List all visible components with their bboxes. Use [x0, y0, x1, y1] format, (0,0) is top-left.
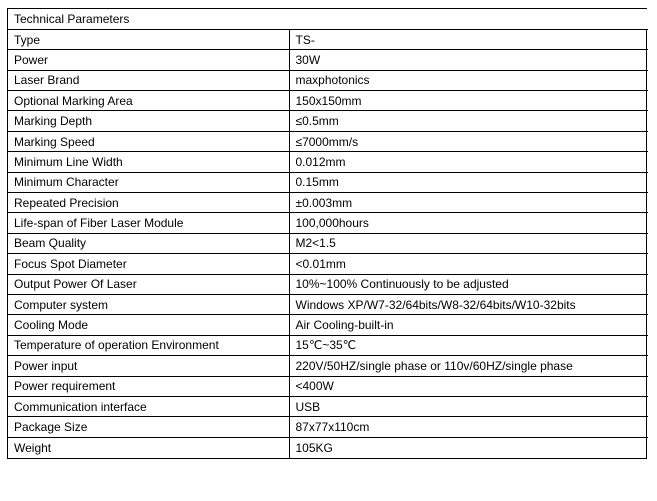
- parameter-label: Temperature of operation Environment: [8, 335, 289, 355]
- table-row: [8, 50, 648, 70]
- parameter-value: 0.15mm: [289, 172, 648, 192]
- parameter-label: Cooling Mode: [8, 315, 289, 335]
- table-row: [8, 111, 648, 131]
- table-row: [8, 172, 648, 192]
- table-row: [8, 417, 648, 437]
- parameter-value: maxphotonics: [289, 70, 648, 90]
- parameter-label: Focus Spot Diameter: [8, 254, 289, 274]
- parameter-label: Package Size: [8, 417, 289, 437]
- parameter-label: Communication interface: [8, 396, 289, 416]
- parameter-value: <0.01mm: [289, 254, 648, 274]
- table-row: [8, 29, 648, 49]
- parameter-label: Power input: [8, 356, 289, 376]
- parameter-value: 10%~100% Continuously to be adjusted: [289, 274, 648, 294]
- table-row: [8, 193, 648, 213]
- table-row: [8, 437, 648, 457]
- parameter-label: Optional Marking Area: [8, 91, 289, 111]
- technical-parameters-table: [7, 8, 647, 459]
- parameter-value: 105KG: [289, 437, 648, 457]
- parameter-label: Weight: [8, 437, 289, 457]
- table-row: [8, 274, 648, 294]
- parameter-label: Life-span of Fiber Laser Module: [8, 213, 289, 233]
- parameter-value: 150x150mm: [289, 91, 648, 111]
- table-row: [8, 315, 648, 335]
- table-title: Technical Parameters: [8, 9, 648, 29]
- table-row: [8, 396, 648, 416]
- table-row: [8, 70, 648, 90]
- parameter-value: 87x77x110cm: [289, 417, 648, 437]
- parameter-label: Power: [8, 50, 289, 70]
- parameter-value: ±0.003mm: [289, 193, 648, 213]
- table-row: [8, 254, 648, 274]
- table-row: [8, 152, 648, 172]
- parameter-label: Output Power Of Laser: [8, 274, 289, 294]
- parameter-label: Marking Speed: [8, 131, 289, 151]
- parameter-label: Computer system: [8, 294, 289, 314]
- table-row: [8, 376, 648, 396]
- table-row: [8, 294, 648, 314]
- table-row: [8, 233, 648, 253]
- parameter-label: Type: [8, 29, 289, 49]
- parameter-label: Marking Depth: [8, 111, 289, 131]
- parameter-value: 15℃~35℃: [289, 335, 648, 355]
- parameter-label: Minimum Character: [8, 172, 289, 192]
- parameter-label: Repeated Precision: [8, 193, 289, 213]
- table-title-row: [8, 9, 648, 29]
- parameter-value: ≤7000mm/s: [289, 131, 648, 151]
- table-row: [8, 335, 648, 355]
- parameter-label: Laser Brand: [8, 70, 289, 90]
- table-row: [8, 213, 648, 233]
- parameter-value: TS-: [289, 29, 648, 49]
- parameter-label: Power requirement: [8, 376, 289, 396]
- parameter-value: M2<1.5: [289, 233, 648, 253]
- table-row: [8, 91, 648, 111]
- parameter-value: 0.012mm: [289, 152, 648, 172]
- parameter-value: Windows XP/W7-32/64bits/W8-32/64bits/W10-32bits: [289, 294, 648, 314]
- table-row: [8, 356, 648, 376]
- parameter-label: Minimum Line Width: [8, 152, 289, 172]
- parameter-value: 30W: [289, 50, 648, 70]
- parameter-value: 220V/50HZ/single phase or 110v/60HZ/single phase: [289, 356, 648, 376]
- parameter-value: <400W: [289, 376, 648, 396]
- parameters-grid: [8, 9, 648, 458]
- parameter-value: ≤0.5mm: [289, 111, 648, 131]
- parameter-value: 100,000hours: [289, 213, 648, 233]
- parameter-label: Beam Quality: [8, 233, 289, 253]
- parameter-value: Air Cooling-built-in: [289, 315, 648, 335]
- parameter-value: USB: [289, 396, 648, 416]
- table-row: [8, 131, 648, 151]
